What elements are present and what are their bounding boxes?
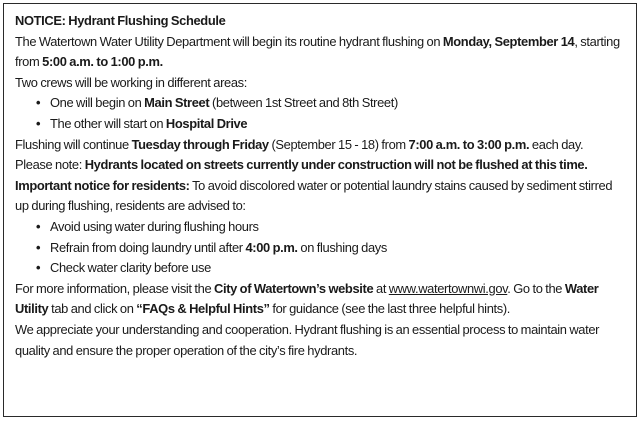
water-utility-tab-label: Water Utility <box>15 280 599 317</box>
intro-text: The Watertown Water Utility Department will begin its routine hydrant flushing on <box>15 33 443 49</box>
list-item: • One will begin on Main Street (between 1st Street and 8th Street) <box>36 93 627 114</box>
website-link[interactable]: www.watertownwi.gov <box>388 280 508 296</box>
bullet-icon: • <box>36 115 41 131</box>
start-time: 5:00 a.m. to 1:00 p.m. <box>42 54 163 70</box>
residents-heading: Important notice for residents: <box>15 177 190 193</box>
list-item: • Avoid using water during flushing hours <box>36 217 627 238</box>
faq-label: “FAQs & Helpful Hints” <box>136 301 270 317</box>
bullet-icon: • <box>36 260 41 276</box>
bullet-icon: • <box>36 218 41 234</box>
list-item: • Refrain from doing laundry until after 4:00 p.m. on flushing days <box>36 238 627 259</box>
continue-days: Tuesday through Friday <box>131 136 269 152</box>
list-item: • Check water clarity before use <box>36 258 627 279</box>
crew-location: Hospital Drive <box>165 115 248 131</box>
notice-box <box>3 3 637 417</box>
bullet-icon: • <box>36 95 41 111</box>
continue-hours: 7:00 a.m. to 3:00 p.m. <box>408 136 530 152</box>
bullet-icon: • <box>36 239 41 255</box>
closing-paragraph: We appreciate your understanding and cooperation. Hydrant flushing is an essential process to maintain water quality and ensure the proper operation of the city’s fire hydrants. <box>15 321 600 358</box>
continue-paragraph: Flushing will continue Tuesday through Friday (September 15 - 18) from 7:00 a.m. to 3:00 p.m. each day. <box>15 136 584 152</box>
city-website-label: City of Watertown’s website <box>214 280 374 296</box>
list-item: • The other will start on Hospital Drive <box>36 114 627 135</box>
intro-paragraph <box>15 32 627 73</box>
residents-paragraph: Important notice for residents: To avoid discolored water or potential laundry stains caused by sediment stirred up during flushing, residents are advised to: <box>15 177 613 214</box>
crews-intro: Two crews will be working in different areas: <box>15 74 247 90</box>
intro-text-2: , starting from <box>15 33 620 70</box>
notice-title: NOTICE: Hydrant Flushing Schedule <box>15 13 226 28</box>
start-date: Monday, September 14 <box>442 33 575 49</box>
crew-location: Main Street <box>144 95 210 111</box>
laundry-time: 4:00 p.m. <box>245 239 298 255</box>
crews-list <box>15 93 627 134</box>
construction-note: Please note: Hydrants located on streets currently under construction will not be flushed at this time. <box>15 157 588 173</box>
info-paragraph: For more information, please visit the City of Watertown’s website at www.watertownwi.gov. Go to the Water Utility tab and click on “FAQs & Helpful Hints” for guidance (see the last three helpful hints). <box>15 280 599 317</box>
advice-list <box>15 217 627 279</box>
